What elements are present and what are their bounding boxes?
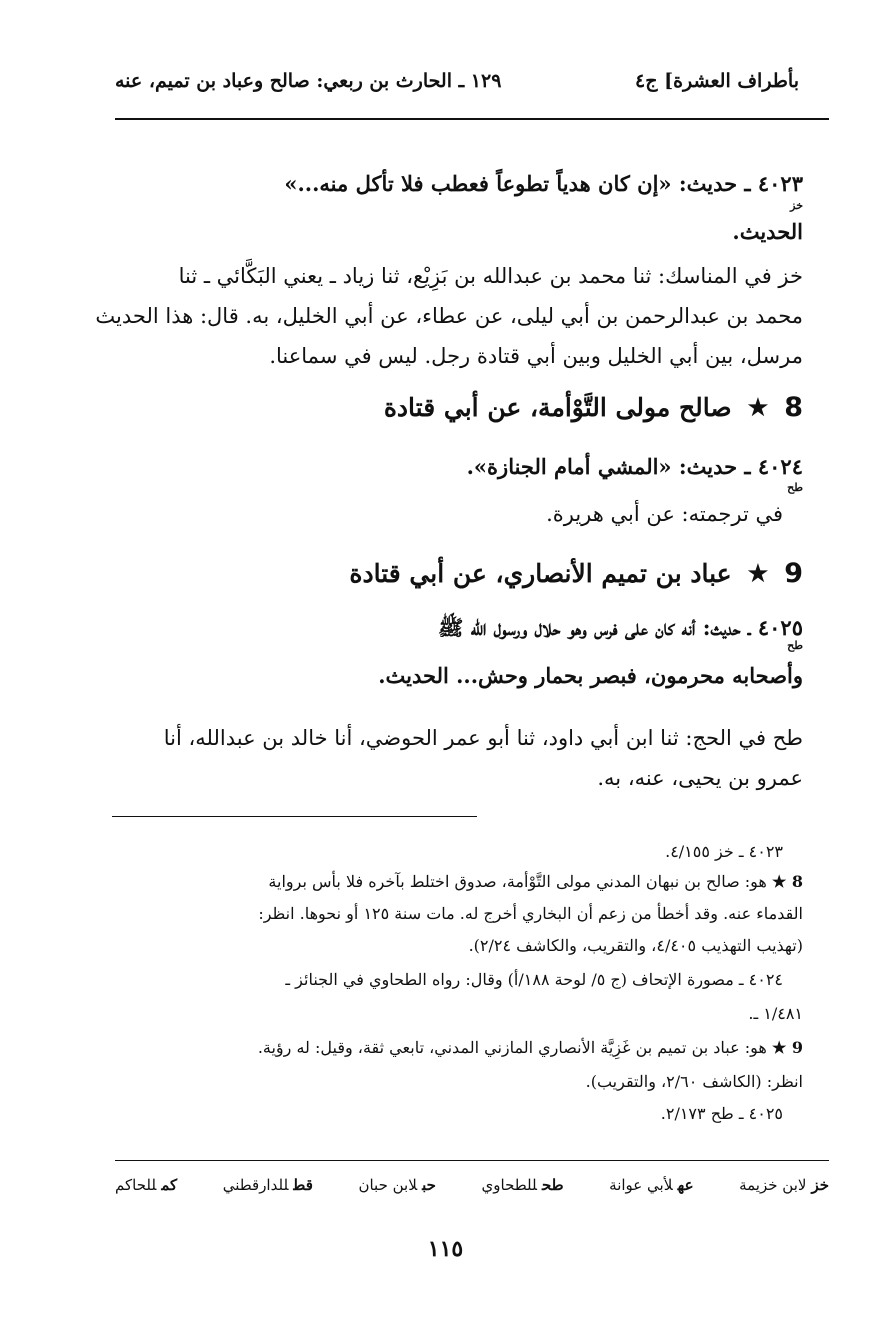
paragraph-line: مرسل، بين أبي الخليل وبين أبي قتادة رجل. ليس في سماعنا.: [269, 344, 803, 368]
paragraph-source-4023: [95, 256, 803, 376]
footnote-8-star: 8 ★: [771, 872, 803, 891]
legend-text: للطحاوي: [481, 1176, 537, 1194]
running-header: [115, 70, 799, 92]
legend-item: [739, 1176, 829, 1194]
star-icon: ★: [747, 394, 769, 421]
section-heading-9: [349, 558, 803, 589]
footnote-8-text: هو: صالح بن نبهان المدني مولى التَّوْأمة، صدوق اختلط بآخره فلا بأس برواية: [268, 872, 767, 891]
footnote-4024-line2: ١/٤٨١ ـ.: [748, 1004, 803, 1023]
legend-text: لابن حبان: [358, 1176, 418, 1194]
entry-4023-line1: ٤٠٢٣ ـ حديث: «إن كان هدياً تطوعاً فعطب فلا تأكل منه...»: [284, 171, 803, 196]
footnote-4024-line1: ٤٠٢٤ ـ مصورة الإتحاف (ج ٥/ لوحة ١٨٨/أ) وقال: رواه الطحاوي في الجنائز ـ: [285, 970, 783, 989]
footnote-4023: ٤٠٢٣ ـ خز ٤/١٥٥.: [665, 842, 783, 861]
footnote-8-line1: [112, 864, 803, 899]
footnote-8-line3: (تهذيب التهذيب ٤/٤٠٥، والتقريب، والكاشف ٢/٢٤).: [468, 936, 803, 955]
legend-item: [115, 1176, 177, 1194]
legend-item: [609, 1176, 693, 1194]
header-chapter-title: ١٢٩ ـ الحارث بن ربعي: صالح وعباد بن تميم، عنه: [115, 70, 502, 92]
section-title: صالح مولى التَّوْأمة، عن أبي قتادة: [383, 393, 732, 422]
entry-4024-line1: ٤٠٢٤ ـ حديث: «المشي أمام الجنازة».: [466, 454, 803, 479]
paragraph-line: محمد بن عبدالرحمن بن أبي ليلى، عن عطاء، عن أبي الخليل، به. قال: هذا الحديث: [95, 304, 803, 328]
footnote-rule: [112, 816, 477, 817]
legend-rule: [115, 1160, 829, 1161]
entry-4023-line2: الحديث.: [732, 219, 803, 244]
paragraph-line: خز في المناسك: ثنا محمد بن عبدالله بن بَزِيْع، ثنا زياد ـ يعني البَكَّائي ـ ثنا: [178, 264, 803, 288]
legend-abbr: كم: [161, 1176, 178, 1194]
footnote-9-star: 9 ★: [771, 1038, 803, 1057]
legend-item: [482, 1176, 564, 1194]
legend-text: لأبي عوانة: [609, 1176, 673, 1194]
header-book-title: بأطراف العشرة] ج٤: [635, 70, 799, 92]
entry-4024-line2: في ترجمته: عن أبي هريرة.: [546, 502, 783, 526]
footnote-9-text: هو: عباد بن تميم بن غَزِيَّة الأنصاري المازني المدني، تابعي ثقة، وقيل: له رؤية.: [257, 1038, 767, 1057]
section-number: 9: [784, 558, 803, 589]
legend-abbr: طح: [542, 1176, 564, 1194]
legend-item: [358, 1176, 436, 1194]
entry-4023: [112, 164, 803, 204]
section-heading-8: [384, 392, 803, 423]
entry-4025-line2: وأصحابه محرمون، فبصر بحمار وحش... الحديث.: [378, 663, 803, 688]
abbreviation-legend: [115, 1176, 829, 1194]
legend-item: [223, 1176, 313, 1194]
legend-abbr: عه: [677, 1176, 694, 1194]
footnote-9-line2: انظر: (الكاشف ٢/٦٠، والتقريب).: [585, 1072, 803, 1091]
legend-text: للدارقطني: [222, 1176, 289, 1194]
entry-4025-line1: ٤٠٢٥ ـ حديث: أنه كان على فرس وهو حلال ورسول الله ﷺ: [437, 615, 803, 640]
header-rule: [115, 118, 829, 120]
entry-4023-sigla: خز: [790, 199, 803, 212]
page-number: ١١٥: [427, 1236, 464, 1262]
paragraph-source-4025: [112, 718, 803, 798]
section-title: عباد بن تميم الأنصاري، عن أبي قتادة: [349, 559, 732, 588]
legend-text: للحاكم: [115, 1176, 157, 1194]
legend-text: لابن خزيمة: [739, 1176, 807, 1194]
paragraph-line: طح في الحج: ثنا ابن أبي داود، ثنا أبو عمر الحوضي، أنا خالد بن عبدالله، أنا: [163, 726, 803, 750]
footnote-4025: ٤٠٢٥ ـ طح ٢/١٧٣.: [660, 1104, 783, 1123]
legend-abbr: خز: [811, 1176, 829, 1194]
paragraph-line: عمرو بن يحيى، عنه، به.: [597, 766, 803, 790]
footnote-8-line2: القدماء عنه. وقد أخطأ من زعم أن البخاري أخرج له. مات سنة ١٢٥ أو نحوها. انظر:: [258, 904, 803, 923]
entry-4025-sigla: طح: [787, 639, 803, 652]
star-icon: ★: [747, 560, 769, 587]
legend-abbr: قط: [293, 1176, 313, 1194]
legend-abbr: حب: [422, 1176, 436, 1194]
section-number: 8: [784, 392, 803, 423]
entry-4024-sigla: طح: [787, 481, 803, 494]
footnote-9-line1: [112, 1030, 803, 1065]
